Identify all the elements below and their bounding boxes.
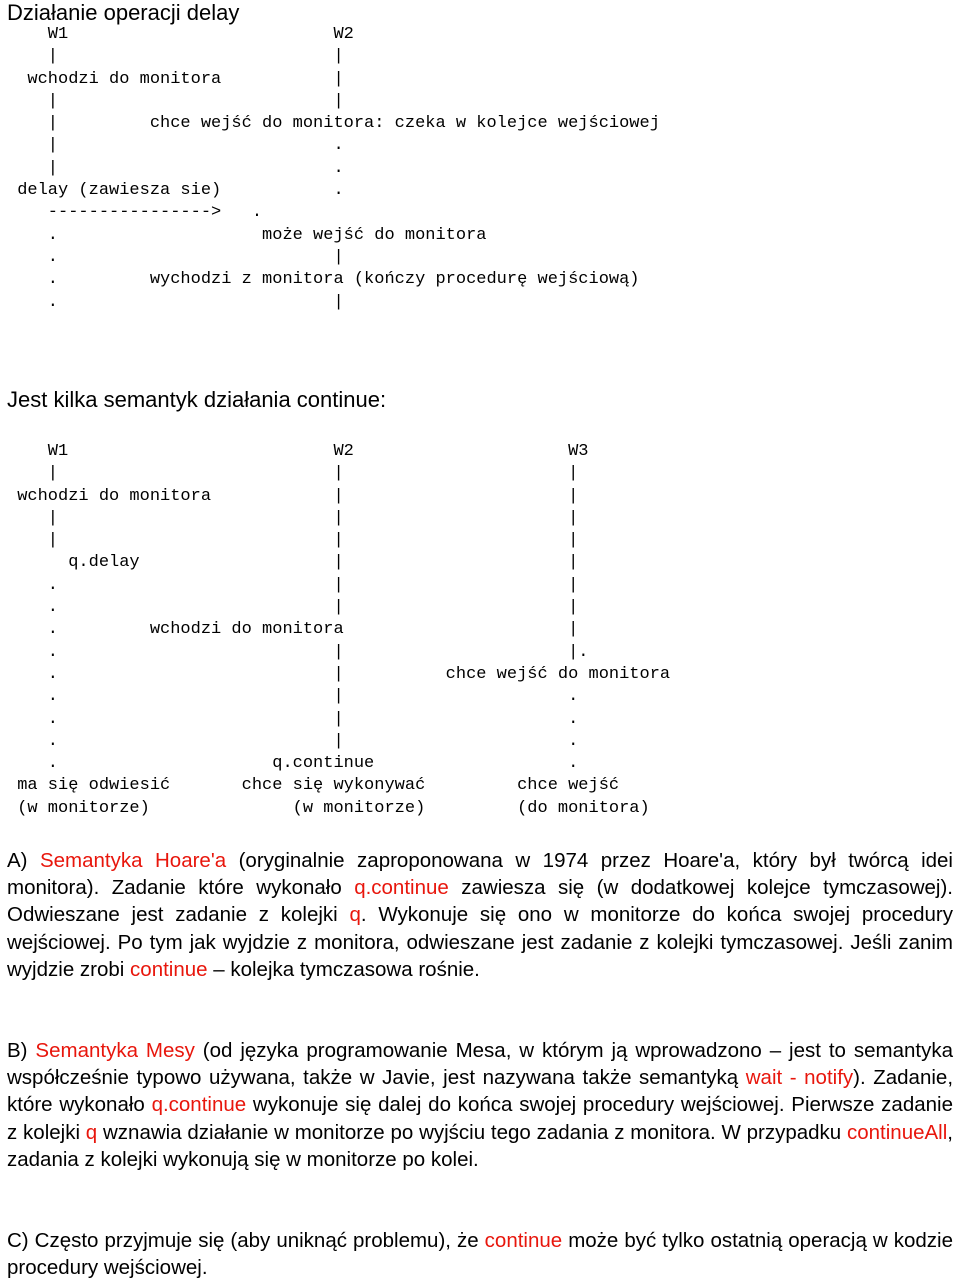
paragraph-text: B) xyxy=(7,1039,36,1062)
highlight-term: continue xyxy=(484,1229,563,1252)
paragraph-continue-last-operation xyxy=(7,1227,953,1281)
paragraph-text: – kolejka tymczasowa rośnie. xyxy=(207,957,480,981)
delay-operation-diagram: W1 W2 | | wchodzi do monitora | | | | chce wejść do monitora: czeka w kolejce wejściowej | . | . delay (zawiesza sie) . ----------------> . . może wejść do monitora . | . wychodzi z monitora (kończy procedurę wejściową) . | xyxy=(17,25,660,312)
highlight-term: q xyxy=(85,1120,98,1144)
highlight-term: q xyxy=(349,903,361,927)
paragraph-text: może być tylko ostatnią operacją w kodzie procedury wejściowej. xyxy=(7,1229,953,1280)
section-title-continue-semantics: Jest kilka semantyk działania continue: xyxy=(7,387,387,412)
highlight-term: continueAll xyxy=(847,1120,948,1144)
paragraph-text: ). Zadanie, które wykonało xyxy=(7,1066,954,1117)
highlight-term: Semantyka Mesy xyxy=(35,1039,195,1062)
paragraph-text: zawiesza się (w dodatkowej kolejce tymczasowej). Odwieszane jest zadanie z kolejki xyxy=(7,876,953,927)
paragraph-text: C) Często przyjmuje się (aby uniknąć problemu), że xyxy=(7,1229,485,1252)
section-title-delay: Działanie operacji delay xyxy=(7,0,240,25)
paragraph-hoare-semantics xyxy=(7,847,953,983)
highlight-term: continue xyxy=(130,957,208,981)
paragraph-text: A) xyxy=(7,849,40,872)
paragraph-text: . Wykonuje się ono w monitorze do końca swojej procedury wejściowej. Po tym jak wyjdzie z monitora, odwieszane jest zadanie z kolejki tymczasowej. Jeśli zanim wyjdzie zrobi xyxy=(7,903,953,981)
paragraph-mesa-semantics xyxy=(7,1037,953,1173)
highlight-term: q.continue xyxy=(354,876,449,900)
highlight-term: wait - notify xyxy=(745,1066,854,1090)
continue-semantics-diagram: W1 W2 W3 | | | wchodzi do monitora | | | | | | | | q.delay | | . | | . | | . wchodzi do monitora | . | |. . | chce wejść do monitora . | . . | . . | . . q.continue . ma się odwiesić chce się wykonywać chce wejść (w monitorze) (w monitorze) (do monitora) xyxy=(17,442,671,818)
paragraph-text: wznawia działanie w monitorze po wyjściu tego zadania z monitora. W przypadku xyxy=(97,1120,847,1144)
paragraph-text: , zadania z kolejki wykonują się w monitorze po kolei. xyxy=(7,1120,953,1171)
highlight-term: Semantyka Hoare'a xyxy=(39,849,227,872)
highlight-term: q.continue xyxy=(151,1093,247,1117)
paragraph-text: (od języka programowanie Mesa, w którym ją wprowadzono – jest to semantyka współcześnie typowo używana, także w Javie, jest nazywana także semantyką xyxy=(7,1039,953,1090)
paragraph-text: (oryginalnie zaproponowana w 1974 przez Hoare'a, który był twórcą idei monitora). Zadanie które wykonało xyxy=(7,849,953,900)
paragraph-text: wykonuje się dalej do końca swojej procedury wejściowej. Pierwsze zadanie z kolejki xyxy=(7,1093,953,1144)
